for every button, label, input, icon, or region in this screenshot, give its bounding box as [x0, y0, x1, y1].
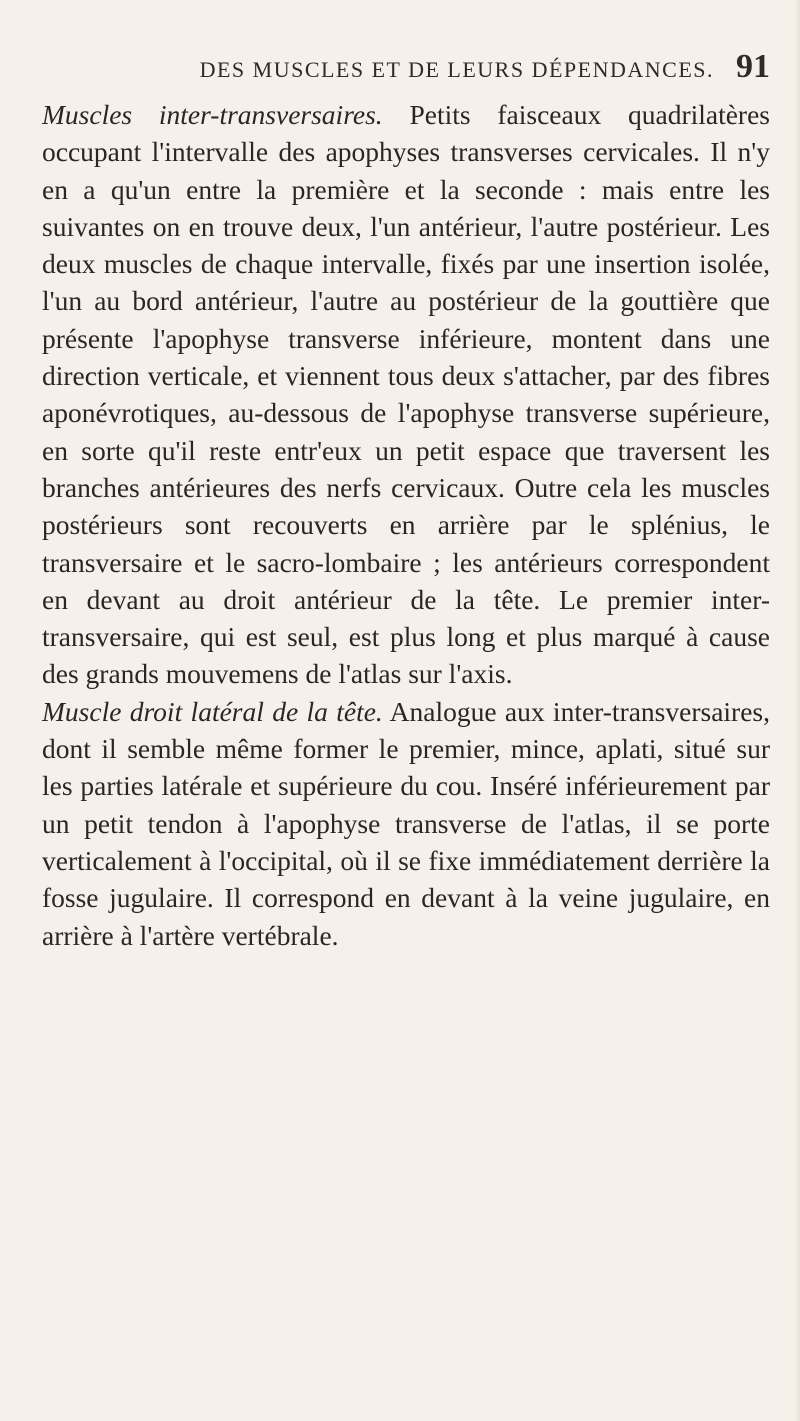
page-number: 91	[736, 48, 770, 85]
paragraph-text: Analogue aux inter-transversaires, dont il semble même former le premier, mince, aplati, situé sur les parties latérale et supérieure du cou. Inséré inférieurement par un petit tendon à l'apophyse transverse de l'atlas, il se porte verticalement à l'occipital, où il se fixe immédiatement derrière la fosse jugulaire. Il correspond en devant à la veine jugulaire, en arrière à l'artère vertébrale.	[42, 695, 770, 951]
paragraph-heading: Muscle droit latéral de la tête.	[42, 695, 383, 727]
page-edge-shadow	[794, 0, 800, 1421]
book-page	[42, 48, 770, 954]
paragraph-text: Petits faisceaux quadrilatères occupant l'intervalle des apophyses transverses cervicales. Il n'y en a qu'un entre la première et la seconde : mais entre les suivantes on en trouve deux, l'un antérieur, l'autre postérieur. Les deux muscles de chaque intervalle, fixés par une insertion isolée, l'un au bord antérieur, l'autre au postérieur de la gouttière que présente l'apophyse transverse inférieure, montent dans une direction verticale, et viennent tous deux s'attacher, par des fibres aponévrotiques, au-dessous de l'apophyse transverse supérieure, en sorte qu'il reste entr'eux un petit espace que traversent les branches antérieures des nerfs cervicaux. Outre cela les muscles postérieurs sont recouverts en arrière par le splénius, le transversaire et le sacro-lombaire ; les antérieurs correspondent en devant au droit antérieur de la tête. Le premier inter-transversaire, qui est seul, est plus long et plus marqué à cause des grands mouvemens de l'atlas sur l'axis.	[42, 99, 770, 690]
paragraph-inter-transversaires	[42, 96, 770, 693]
running-head-title: DES MUSCLES ET DE LEURS DÉPENDANCES.	[199, 57, 714, 82]
running-head	[42, 48, 770, 88]
paragraph-heading: Muscles inter-transversaires.	[42, 99, 383, 130]
paragraph-droit-lateral	[42, 693, 770, 954]
page-body	[42, 96, 770, 954]
